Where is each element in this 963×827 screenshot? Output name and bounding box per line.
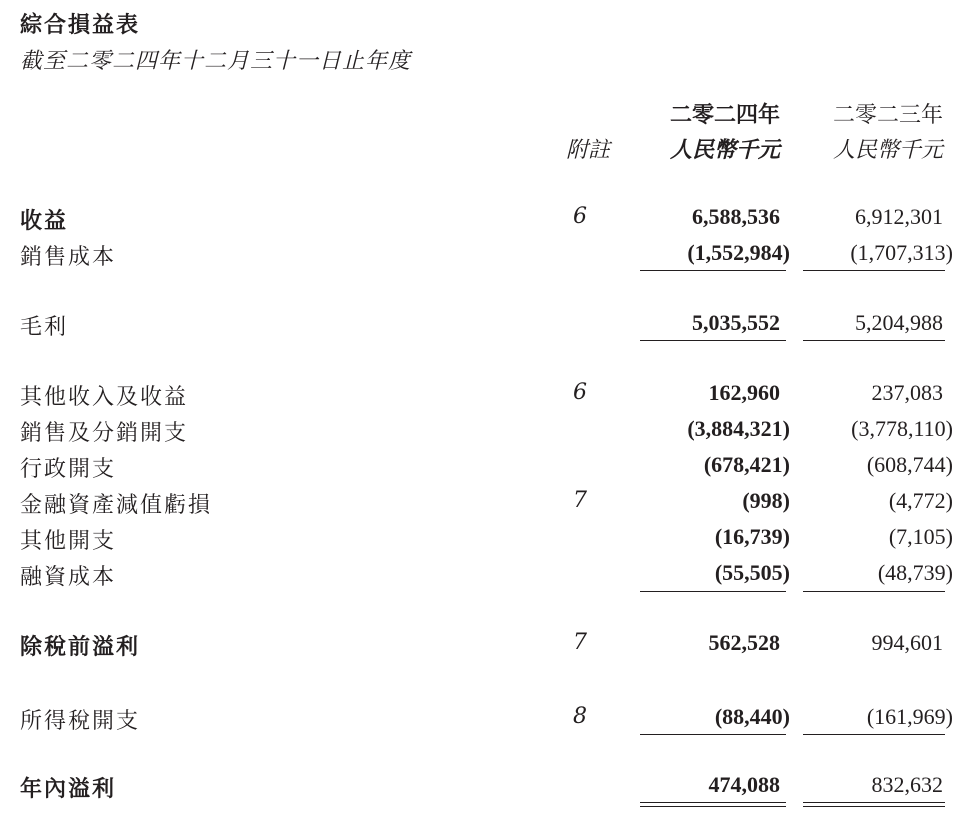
row-income-tax xyxy=(0,700,963,734)
subtotal-rule-2024 xyxy=(640,270,786,271)
value-2023: (7,105) xyxy=(888,524,953,549)
subtotal-rule-2023 xyxy=(803,734,945,735)
value-2024: (678,421) xyxy=(703,452,790,477)
value-2024: (16,739) xyxy=(714,524,790,549)
value-2023: 6,912,301 xyxy=(855,204,943,229)
value-2024: (1,552,984) xyxy=(687,240,790,265)
total-double-rule-2023-bottom xyxy=(803,806,945,807)
value-2024: 162,960 xyxy=(708,380,780,405)
row-revenue xyxy=(0,200,963,234)
row-label: 融資成本 xyxy=(20,565,117,590)
col-2024-unit-header: 人民幣千元 xyxy=(669,137,780,163)
row-gross-profit xyxy=(0,306,963,340)
row-note: 7 xyxy=(573,488,587,513)
col-2024-year-header: 二零二四年 xyxy=(669,102,780,128)
value-2023: (1,707,313) xyxy=(850,240,953,265)
value-2023: (4,772) xyxy=(888,488,953,513)
value-2023: 832,632 xyxy=(871,772,943,797)
value-2024: 474,088 xyxy=(708,772,780,797)
row-profit-for-year xyxy=(0,768,963,802)
subtotal-rule-2024 xyxy=(640,734,786,735)
row-note: 7 xyxy=(573,630,587,655)
value-2023: 994,601 xyxy=(871,630,943,655)
value-2024: (88,440) xyxy=(714,704,790,729)
subtotal-rule-2024 xyxy=(640,340,786,341)
row-label: 銷售成本 xyxy=(20,245,117,270)
value-2024: (3,884,321) xyxy=(687,416,790,441)
row-label: 年內溢利 xyxy=(20,777,117,802)
statement-title: 綜合損益表 xyxy=(20,13,141,38)
value-2024: 5,035,552 xyxy=(692,310,780,335)
subtotal-rule-2023 xyxy=(803,270,945,271)
value-2023: (161,969) xyxy=(866,704,953,729)
subtotal-rule-2023 xyxy=(803,591,945,592)
note-column-header: 附註 xyxy=(566,138,611,163)
value-2024: 562,528 xyxy=(708,630,780,655)
value-2023: 5,204,988 xyxy=(855,310,943,335)
row-label: 銷售及分銷開支 xyxy=(20,421,189,446)
value-2023: 237,083 xyxy=(871,380,943,405)
row-admin-expenses xyxy=(0,448,963,482)
row-label: 毛利 xyxy=(20,315,69,340)
row-note: 8 xyxy=(573,704,587,729)
row-note: 6 xyxy=(573,204,587,229)
col-2023-unit-header: 人民幣千元 xyxy=(832,138,943,163)
total-double-rule-2024-bottom xyxy=(640,806,786,807)
row-impairment-losses xyxy=(0,484,963,518)
col-2023-year-header: 二零二三年 xyxy=(832,103,943,128)
row-label: 其他收入及收益 xyxy=(20,385,189,410)
value-2023: (608,744) xyxy=(866,452,953,477)
row-selling-expenses xyxy=(0,412,963,446)
row-other-income xyxy=(0,376,963,410)
row-finance-costs xyxy=(0,556,963,590)
row-label: 行政開支 xyxy=(20,457,117,482)
statement-subtitle: 截至二零二四年十二月三十一日止年度 xyxy=(20,49,412,74)
subtotal-rule-2023 xyxy=(803,340,945,341)
value-2023: (48,739) xyxy=(877,560,953,585)
total-double-rule-2023-top xyxy=(803,802,945,803)
row-label: 收益 xyxy=(20,209,69,234)
value-2023: (3,778,110) xyxy=(851,416,953,441)
row-label: 其他開支 xyxy=(20,529,117,554)
value-2024: 6,588,536 xyxy=(692,204,780,229)
row-other-expenses xyxy=(0,520,963,554)
row-label: 除稅前溢利 xyxy=(20,635,141,660)
row-label: 所得稅開支 xyxy=(20,709,141,734)
row-label: 金融資產減值虧損 xyxy=(20,493,213,518)
row-cost-of-sales xyxy=(0,236,963,270)
value-2024: (55,505) xyxy=(714,560,790,585)
row-profit-before-tax xyxy=(0,626,963,660)
value-2024: (998) xyxy=(742,488,790,513)
total-double-rule-2024-top xyxy=(640,802,786,803)
row-note: 6 xyxy=(573,380,587,405)
subtotal-rule-2024 xyxy=(640,591,786,592)
